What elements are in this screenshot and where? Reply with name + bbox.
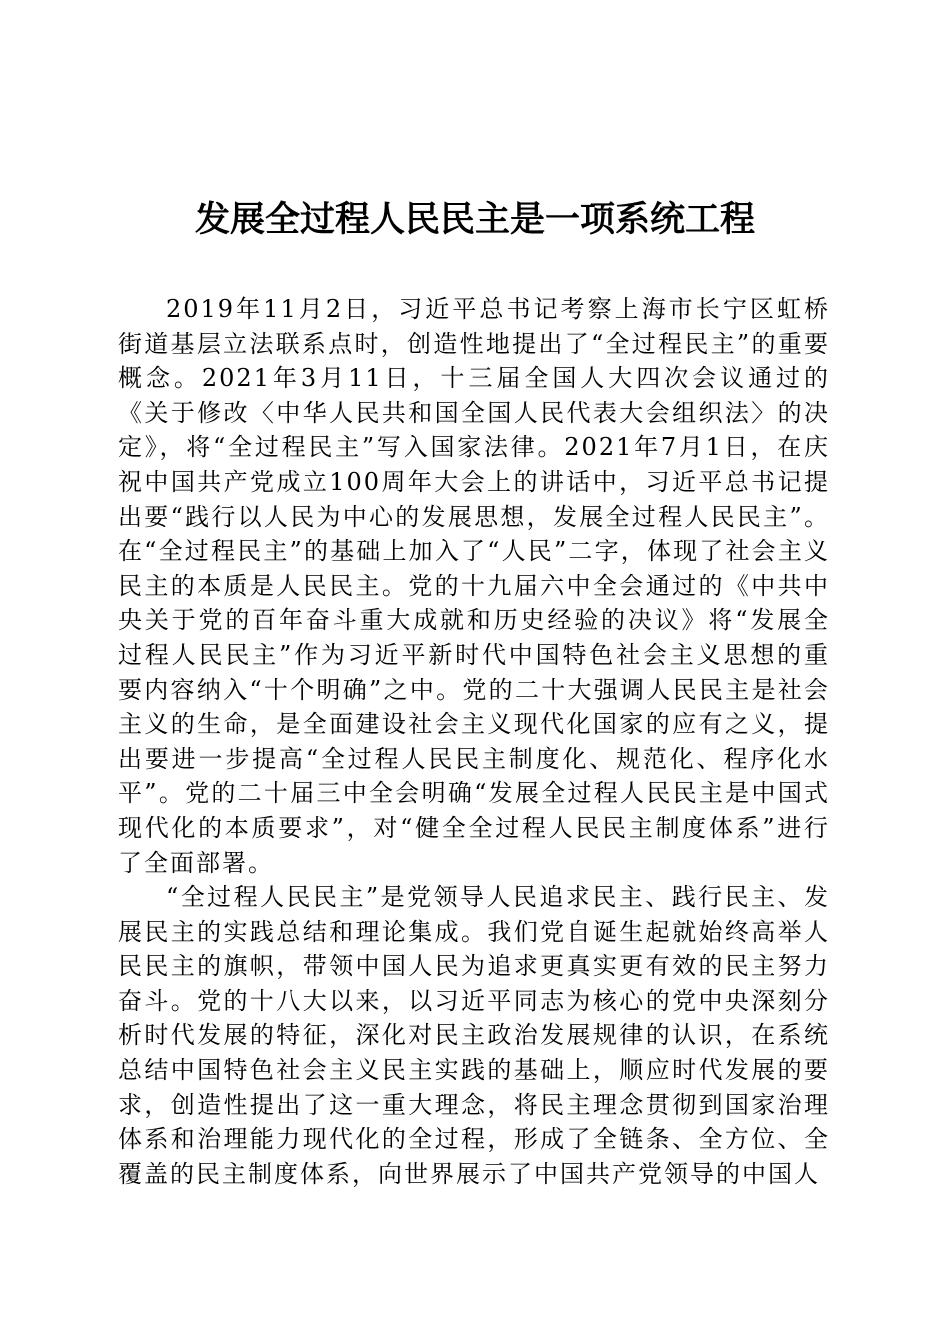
paragraph-1: 2019年11月2日，习近平总书记考察上海市长宁区虹桥街道基层立法联系点时，创造性地提出了“全过程民主”的重要概念。2021年3月11日，十三届全国人大四次会议通过的《关于修改〈中华人民共和国全国人民代表大会组织法〉的决定》，将“全过程民主”写入国家法律。2021年7月1日，在庆祝中国共产党成立100周年大会上的讲话中，习近平总书记提出要“践行以人民为中心的发展思想，发展全过程人民民主”。在“全过程民主”的基础上加入了“人民”二字，体现了社会主义民主的本质是人民民主。党的十九届六中全会通过的《中共中央关于党的百年奋斗重大成就和历史经验的决议》将“发展全过程人民民主”作为习近平新时代中国特色社会主义思想的重要内容纳入“十个明确”之中。党的二十大强调人民民主是社会主义的生命，是全面建设社会主义现代化国家的应有之义，提出要进一步提高“全过程人民民主制度化、规范化、程序化水平”。党的二十届三中全会明确“发展全过程人民民主是中国式现代化的本质要求”，对“健全全过程人民民主制度体系”进行了全面部署。 [118,295,830,877]
paragraph-2: “全过程人民民主”是党领导人民追求民主、践行民主、发展民主的实践总结和理论集成。我们党自诞生起就始终高举人民民主的旗帜，带领中国人民为追求更真实更有效的民主努力奋斗。党的十八大以来，以习近平同志为核心的党中央深刻分析时代发展的特征，深化对民主政治发展规律的认识，在系统总结中国特色社会主义民主实践的基础上，顺应时代发展的要求，创造性提出了这一重大理念，将民主理念贯彻到国家治理体系和治理能力现代化的全过程，形成了全链条、全方位、全覆盖的民主制度体系，向世界展示了中国共产党领导的中国人 [118,883,830,1188]
document-body [118,292,830,1191]
document-title: 发展全过程人民民主是一项系统工程 [194,199,755,240]
